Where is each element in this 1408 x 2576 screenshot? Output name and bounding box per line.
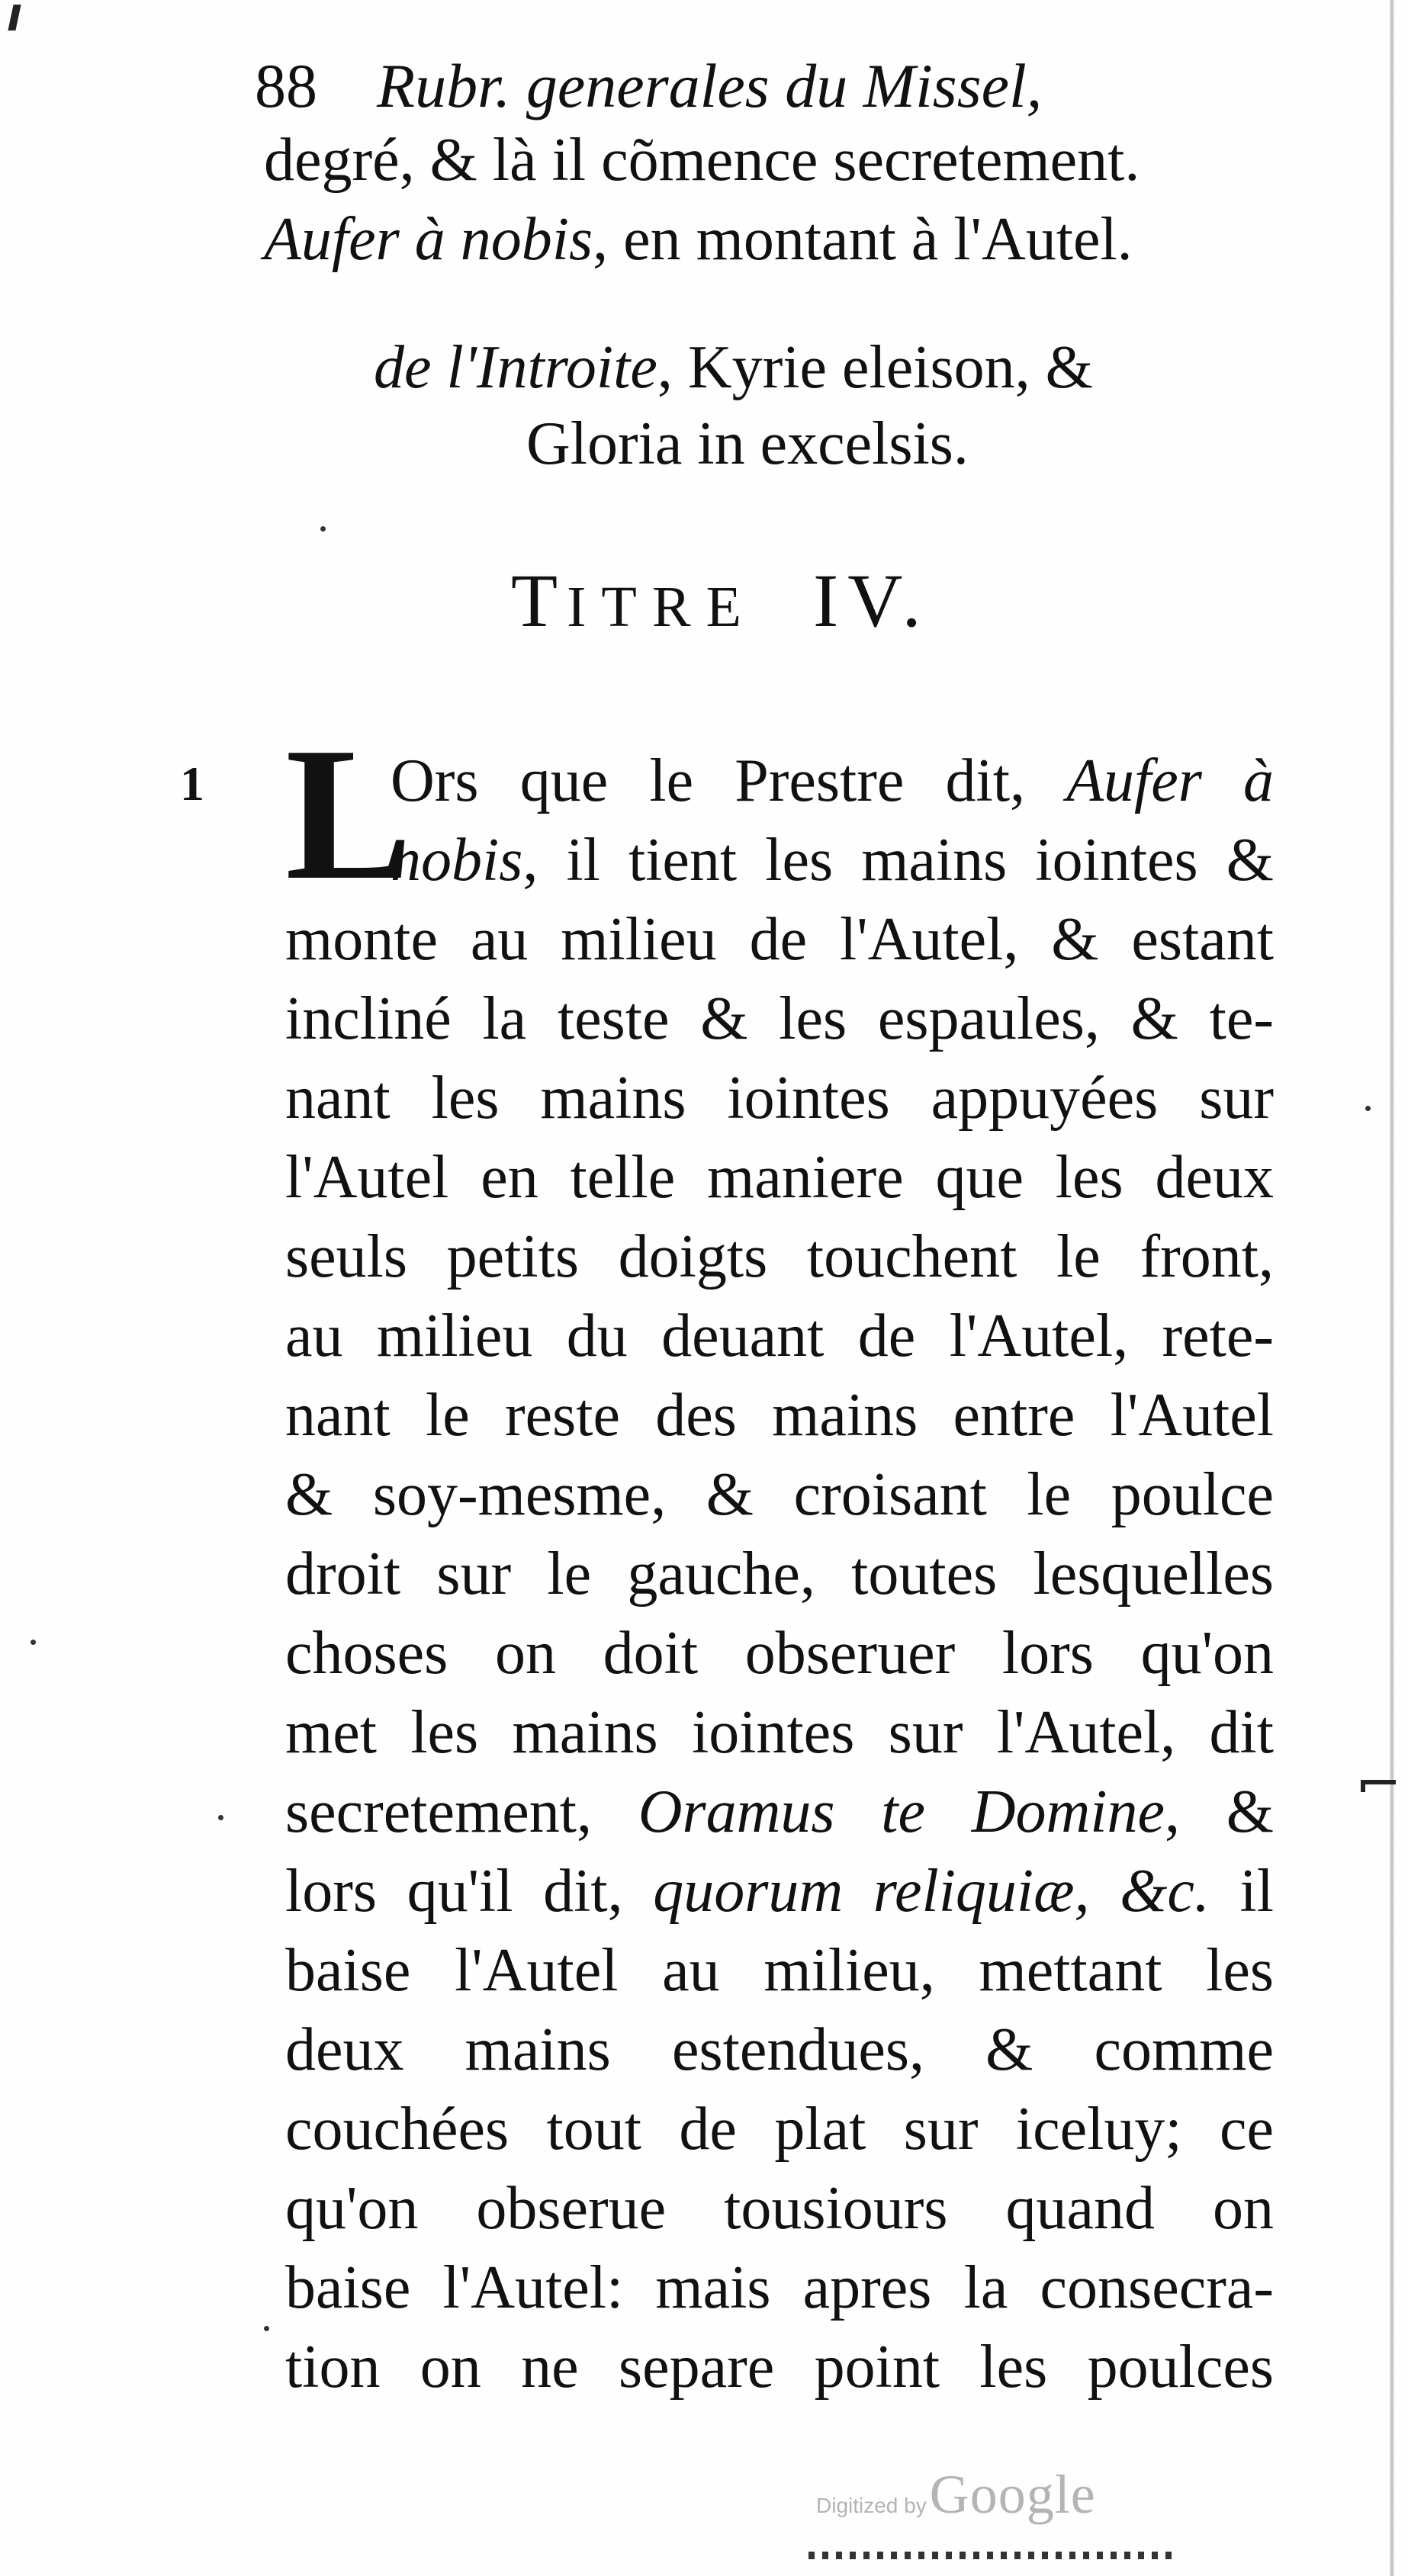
title-numeral: IV. xyxy=(812,558,931,643)
continuation-rest: , en montant à l'Autel. xyxy=(593,206,1133,273)
margin-number: 1 xyxy=(180,756,204,811)
running-head xyxy=(255,44,1323,128)
title-smallcaps: ITRE xyxy=(567,575,757,639)
bottom-ink-rule xyxy=(808,2552,1175,2559)
text-line: qu'on obserue tousiours quand on xyxy=(285,2175,1274,2242)
text-line: baise l'Autel: mais apres la consecra- xyxy=(285,2254,1274,2321)
text-line: incliné la teste & les espaules, & te- xyxy=(285,985,1274,1052)
google-logo: Google xyxy=(929,2464,1096,2525)
ink-speck xyxy=(31,1640,36,1645)
text-line: couchées tout de plat sur iceluy; ce xyxy=(285,2096,1274,2163)
text-line: deux mains estendues, & comme xyxy=(285,2016,1274,2083)
summary-italic: de l'Introite xyxy=(374,334,657,401)
ink-speck xyxy=(320,526,326,532)
text-line: nobis, il tient les mains iointes & xyxy=(391,827,1274,894)
section-title xyxy=(511,555,931,647)
text-line: droit sur le gauche, toutes lesquelles xyxy=(285,1540,1274,1608)
summary-line-2: Gloria in excelsis. xyxy=(526,410,969,477)
text-line: baise l'Autel au milieu, mettant les xyxy=(285,1937,1274,2004)
text-line: Ors que le Prestre dit, Aufer à xyxy=(391,747,1275,814)
text-line: seuls petits doigts touchent le front, xyxy=(285,1223,1274,1290)
text-line: l'Autel en telle maniere que les deux xyxy=(285,1144,1274,1211)
margin-bracket-mark xyxy=(1361,1780,1396,1792)
text-line: nant les mains iointes appuyées sur xyxy=(285,1065,1274,1132)
text-line: au milieu du deuant de l'Autel, rete- xyxy=(285,1302,1274,1370)
summary-line-1 xyxy=(374,328,1093,407)
continuation-line-2 xyxy=(264,200,1133,279)
continuation-line-1: degré, & là il cõmence secretement. xyxy=(264,127,1140,194)
ink-speck xyxy=(1365,1106,1371,1111)
title-initial: T xyxy=(511,558,567,643)
page-number: 88 xyxy=(255,51,317,120)
text-line: choses on doit obseruer lors qu'on xyxy=(285,1620,1274,1687)
digitized-watermark xyxy=(816,2463,1096,2526)
watermark-prefix: Digitized by xyxy=(816,2494,927,2517)
page-edge-shadow xyxy=(1390,0,1394,2576)
running-title: Rubr. generales du Missel, xyxy=(377,51,1043,120)
text-line: lors qu'il dit, quorum reliquiæ, &c. il xyxy=(285,1858,1274,1925)
drop-cap: L xyxy=(285,708,413,920)
text-line: met les mains iointes sur l'Autel, dit xyxy=(285,1699,1274,1766)
ink-speck xyxy=(264,2326,269,2331)
text-line: tion on ne separe point les poulces xyxy=(285,2333,1274,2401)
ink-speck xyxy=(218,1815,223,1820)
text-line: nant le reste des mains entre l'Autel xyxy=(285,1382,1274,1449)
text-line: & soy-mesme, & croisant le poulce xyxy=(285,1461,1274,1528)
corner-ink-mark xyxy=(8,5,21,31)
summary-rest: , Kyrie eleison, & xyxy=(657,334,1093,401)
text-line: monte au milieu de l'Autel, & estant xyxy=(285,906,1274,973)
continuation-italic: Aufer à nobis xyxy=(264,206,593,273)
text-line: secretement, Oramus te Domine, & xyxy=(285,1778,1274,1845)
